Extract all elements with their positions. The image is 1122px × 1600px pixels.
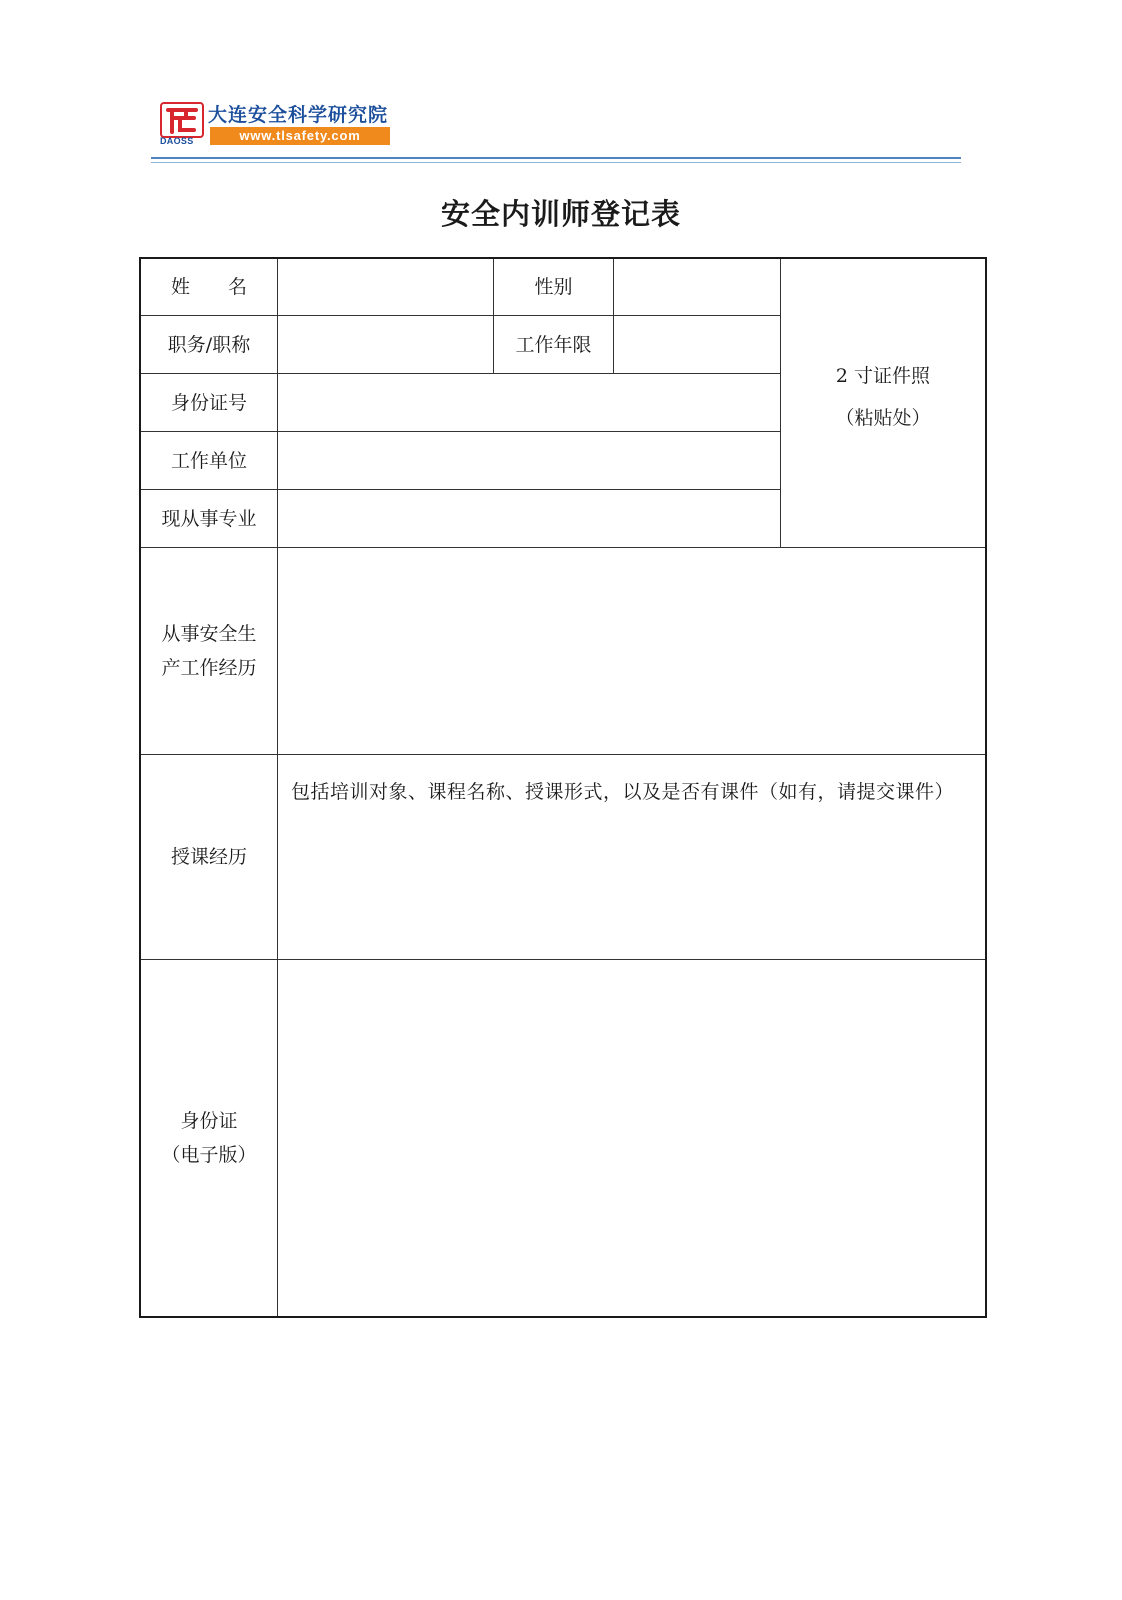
header-divider <box>151 157 961 159</box>
website-link[interactable]: www.tlsafety.com <box>210 127 390 145</box>
name-field[interactable] <box>278 259 493 315</box>
teaching-field[interactable] <box>141 755 985 959</box>
logo-abbreviation: DAOSS <box>160 136 194 146</box>
photo-hint: （粘贴处） <box>835 407 931 429</box>
id-card-label: 身份证 （电子版） <box>161 1110 257 1166</box>
header-divider-thin <box>151 162 961 163</box>
daoss-logo-icon <box>160 102 204 138</box>
specialty-field[interactable] <box>278 490 780 547</box>
specialty-label: 现从事专业 <box>161 507 257 530</box>
teaching-hint: 包括培训对象、课程名称、授课形式，以及是否有课件（如有，请提交课件） <box>291 781 955 803</box>
gender-field[interactable] <box>614 259 780 315</box>
gender-label: 性别 <box>534 276 573 298</box>
photo-area[interactable] <box>781 259 985 547</box>
name-label: 姓 名 <box>170 276 247 298</box>
id-card-upload-area[interactable] <box>278 960 985 1316</box>
teaching-label: 授课经历 <box>170 846 247 868</box>
organization-name: 大连安全科学研究院 <box>208 104 389 126</box>
position-label: 职务/职称 <box>167 333 251 356</box>
work-years-field[interactable] <box>614 316 780 373</box>
page-title: 安全内训师登记表 <box>440 197 681 231</box>
employer-label: 工作单位 <box>170 449 247 472</box>
id-number-field[interactable] <box>278 374 780 431</box>
work-years-label: 工作年限 <box>515 333 592 356</box>
safety-experience-label: 从事安全生 产工作经历 <box>161 623 257 679</box>
employer-field[interactable] <box>278 432 780 489</box>
safety-experience-field[interactable] <box>278 548 985 754</box>
registration-form <box>139 257 987 1318</box>
id-number-label: 身份证号 <box>170 391 247 414</box>
position-field[interactable] <box>278 316 493 373</box>
photo-label: 2 寸证件照 <box>835 365 931 387</box>
